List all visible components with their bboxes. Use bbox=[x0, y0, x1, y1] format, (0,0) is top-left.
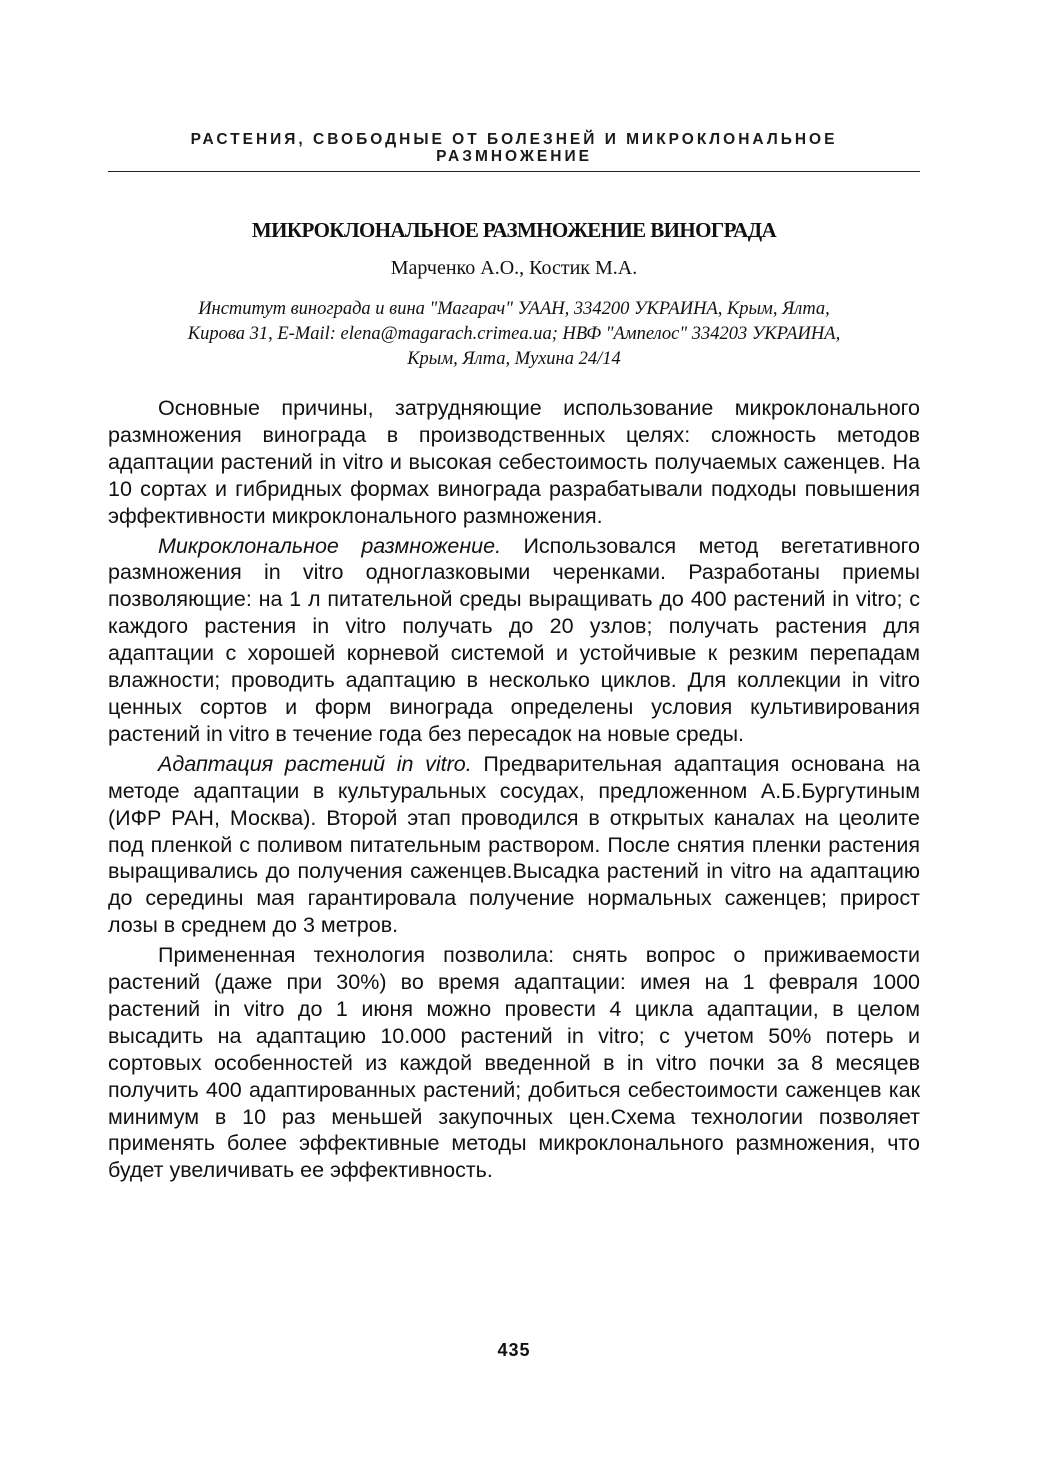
page-number: 435 bbox=[497, 1340, 531, 1360]
running-head-line-1: РАСТЕНИЯ, СВОБОДНЫЕ ОТ БОЛЕЗНЕЙ И МИКРОКЛОНАЛЬНОЕ bbox=[190, 131, 838, 148]
header-rule bbox=[108, 171, 920, 172]
article-authors: Марченко А.О., Костик М.А. bbox=[390, 257, 638, 279]
article-body bbox=[108, 395, 920, 1187]
paragraph-1: Основные причины, затрудняющие использование микроклонального размножения винограда в производственных целях: сложность методов адаптации растений in vitro и высокая себестоимость получаемых саженцев. На 10 сортах и гибридных формах винограда разрабатывали подходы повышения эффективности микроклонального размножения. bbox=[108, 396, 920, 528]
paragraph-2-heading: Микроклональное размножение. bbox=[158, 533, 502, 558]
paragraph-3-text: Предварительная адаптация основана на методе адаптации в культуральных сосудах, предложенном А.Б.Бургутиным (ИФР РАН, Москва). Второй этап проводился в открытых каналах на цеолите под пленкой с поливом питательным раствором. После снятия пленки растения выращивались до получения саженцев.Высадка растений in vitro на адаптацию до середины мая гарантировала получение нормальных саженцев; прирост лозы в среднем до 3 метров. bbox=[108, 751, 921, 938]
article-title: МИКРОКЛОНАЛЬНОЕ РАЗМНОЖЕНИЕ ВИНОГРАДА bbox=[251, 218, 777, 242]
paragraph-3-heading: Адаптация растений in vitro. bbox=[158, 751, 472, 776]
paragraph-2-text: Использовался метод вегетативного размножения in vitro одноглазковыми черенками. Разработаны приемы позволяющие: на 1 л питательной среды выращивать до 400 растений in vitro; с каждого растения in vitro получать до 20 узлов; получать растения для адаптации с хорошей корневой системой и устойчивые к резким перепадам влажности; проводить адаптацию в несколько циклов. Для коллекции in vitro ценных сортов и форм винограда определены условия культивирования растений in vitro в течение года без пересадок на новые среды. bbox=[108, 533, 920, 746]
affiliation-line-1: Институт винограда и вина "Магарач" УААН, 334200 УКРАИНА, Крым, Ялта, bbox=[198, 299, 830, 319]
running-head-line-2: РАЗМНОЖЕНИЕ bbox=[436, 148, 592, 165]
article-affiliation bbox=[108, 297, 920, 372]
affiliation-line-2: Кирова 31, E-Mail: elena@magarach.crimea.ua; НВФ "Ампелос" 334203 УКРАИНА, bbox=[187, 324, 841, 344]
paragraph-2 bbox=[108, 533, 920, 748]
paragraph-3 bbox=[108, 751, 920, 939]
paragraph-4: Примененная технология позволила: снять вопрос о приживаемости растений (даже при 30%) во время адаптации: имея на 1 февраля 1000 растений in vitro до 1 июня можно провести 4 цикла адаптации, в целом высадить на адаптацию 10.000 растений in vitro; с учетом 50% потерь и сортовых особенностей из каждой введенной в in vitro почки за 8 месяцев получить 400 адаптированных растений; добиться себестоимости саженцев как минимум в 10 раз меньшей закупочных цен.Схема технологии позволяет применять более эффективные методы микроклонального размножения, что будет увеличивать ее эффективность. bbox=[108, 943, 920, 1183]
affiliation-line-3: Крым, Ялта, Мухина 24/14 bbox=[407, 349, 621, 369]
running-head bbox=[108, 131, 920, 165]
